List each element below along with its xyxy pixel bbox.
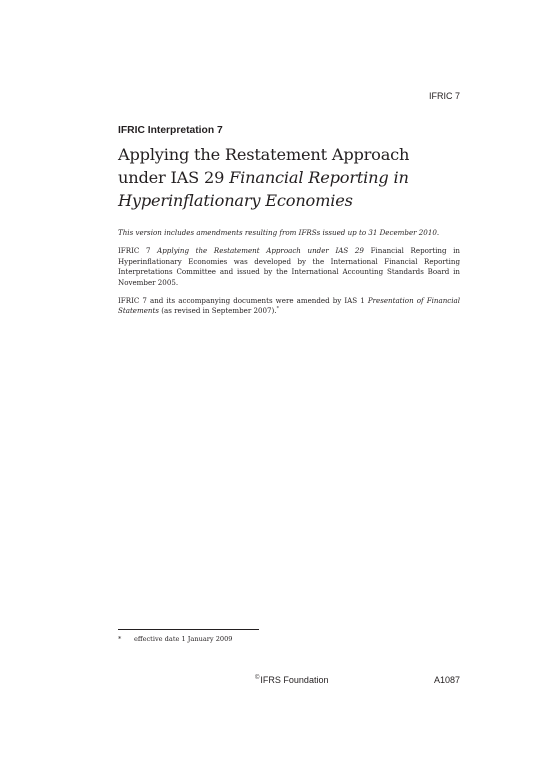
- title-line-3-italic: Hyperinflationary Economies: [118, 191, 353, 210]
- footnote-marker: *: [118, 635, 122, 643]
- title-line-1: Applying the Restatement Approach: [118, 145, 410, 164]
- para1-part3: Financial Reporting in Hyperinflationary Economies was developed by the International Financial Reporting Interpretations Committee and issued by the International Accounting Standards Board in November 2005.: [118, 246, 460, 287]
- interpretation-label: IFRIC Interpretation 7: [118, 125, 223, 136]
- running-head: IFRIC 7: [428, 91, 460, 101]
- title-line-2-plain: under IAS 29: [118, 168, 230, 187]
- body-text: [118, 228, 460, 325]
- footnote-reference-marker[interactable]: *: [276, 306, 280, 313]
- para1-part2: Applying the Restatement Approach under IAS 29: [157, 246, 364, 256]
- footnote: [118, 635, 233, 643]
- title-line-2-italic: Financial Reporting in: [229, 168, 409, 187]
- para2-part2: Presentation of Financial Statements: [118, 296, 461, 316]
- footnote-divider: [118, 629, 259, 630]
- footnote-text: effective date 1 January 2009: [134, 635, 233, 643]
- para1-part1: IFRIC 7: [118, 246, 158, 256]
- copyright-symbol: ©: [255, 675, 260, 681]
- footer-organization: IFRS Foundation: [260, 675, 329, 685]
- history-paragraph-2: [118, 296, 460, 317]
- page-number: A1087: [433, 675, 460, 685]
- version-note: This version includes amendments resulting from IFRSs issued up to 31 December 2010.: [118, 228, 440, 237]
- footer-copyright: [255, 675, 328, 685]
- history-paragraph-1: [118, 246, 460, 288]
- para2-part1: IFRIC 7 and its accompanying documents were amended by IAS 1: [118, 296, 368, 306]
- para2-part3: (as revised in September 2007).: [158, 306, 277, 316]
- document-title: [118, 143, 458, 212]
